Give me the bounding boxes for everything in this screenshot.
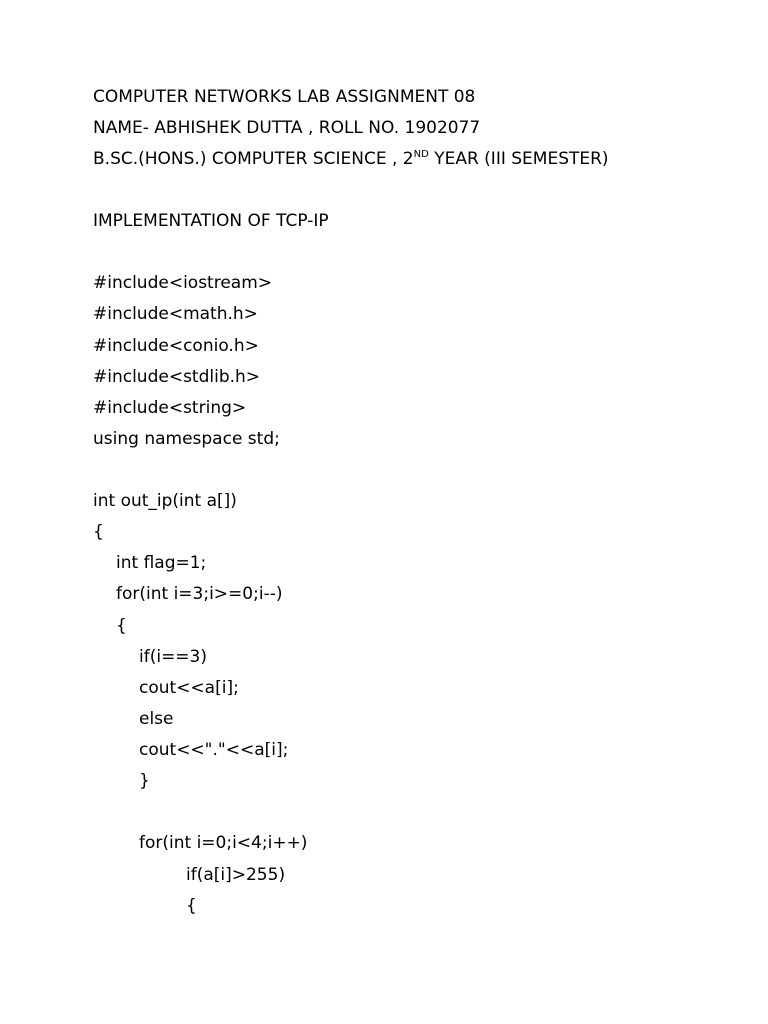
code-line: #include<stdlib.h> — [93, 367, 261, 387]
code-line: #include<math.h> — [93, 304, 258, 324]
code-line: #include<conio.h> — [93, 336, 259, 356]
code-line: int out_ip(int a[]) — [93, 491, 237, 511]
course-line-ordinal: ND — [413, 149, 429, 160]
course-line-suffix: YEAR (III SEMESTER) — [428, 149, 609, 169]
code-line: if(a[i]>255) — [186, 865, 286, 885]
code-line: { — [116, 616, 127, 636]
section-heading: IMPLEMENTATION OF TCP-IP — [93, 211, 329, 231]
code-line: cout<<"."<<a[i]; — [139, 740, 289, 760]
course-line — [93, 147, 609, 171]
course-line-prefix: B.SC.(HONS.) COMPUTER SCIENCE , 2 — [93, 149, 414, 169]
code-line: #include<string> — [93, 398, 247, 418]
code-line: #include<iostream> — [93, 273, 273, 293]
code-line: using namespace std; — [93, 429, 280, 449]
code-line: int flag=1; — [116, 553, 207, 573]
code-line: for(int i=0;i<4;i++) — [139, 833, 308, 853]
code-line: } — [139, 771, 150, 791]
code-line: { — [186, 896, 197, 916]
code-line: if(i==3) — [139, 647, 207, 667]
code-line: for(int i=3;i>=0;i--) — [116, 584, 283, 604]
code-line: { — [93, 522, 104, 542]
document-title: COMPUTER NETWORKS LAB ASSIGNMENT 08 — [93, 87, 476, 107]
code-line: else — [139, 709, 174, 729]
student-name-line: NAME- ABHISHEK DUTTA , ROLL NO. 1902077 — [93, 118, 481, 138]
code-line: cout<<a[i]; — [139, 678, 239, 698]
